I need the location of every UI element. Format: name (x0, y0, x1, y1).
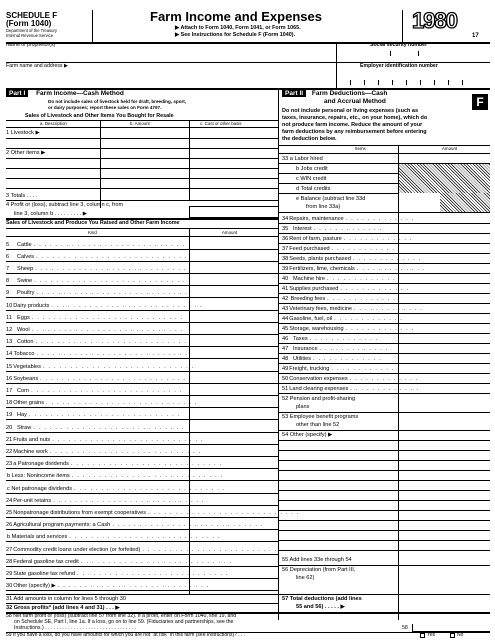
line-number: 18 (6, 400, 13, 407)
line-label: Land clearing expenses (289, 385, 349, 392)
income-line: 10 Dairy products . . . . . . . . . . . . . . . . . . . . . . . . . . . . (6, 302, 203, 309)
line-4-profit: 4 Profit or (loss), subtract line 3, column c, from (6, 202, 124, 208)
attach-note: ▶ Attach to Form 1040, Form 1041, or Form 1065. (175, 25, 301, 31)
deduction-line: 50 Conservation expenses . . . . . . . . . . . . . (282, 375, 419, 382)
schedule-letter: F (472, 94, 488, 110)
deduction-amount-field[interactable] (399, 244, 490, 253)
deduction-amount-field[interactable] (399, 254, 490, 263)
income-line: 15 Vegetables . . . . . . . . . . . . . . . . . . . . . . . . . . . . (6, 363, 195, 370)
line-number: 15 (6, 363, 13, 370)
line-number: 26 (6, 522, 13, 529)
col-amount: b. Amount (130, 121, 150, 126)
resale-subheading: Sales of Livestock and Other Items You Bought for Resale (25, 113, 174, 119)
line-label: Poultry (17, 290, 35, 297)
proprietor-name-label: Name of proprietor(s) (6, 42, 56, 48)
line-label: Wool (17, 326, 30, 333)
income-line: 9 Poultry . . . . . . . . . . . . . . . . . . . . . . . . . . . . (6, 290, 188, 297)
line-number: 23 (6, 461, 13, 468)
income-amount-field[interactable] (190, 348, 278, 358)
deduction-amount-field[interactable] (399, 334, 490, 343)
deduction-line: 47 Insurance . . . . . . . . . . . . . (282, 345, 389, 352)
dept-line-2: Internal Revenue Service (6, 33, 54, 38)
ssn-label: Social security number (370, 42, 428, 48)
part1-header (6, 90, 124, 97)
line-number: 38 (282, 255, 289, 262)
col-description: a. Description (40, 121, 67, 126)
col-amount-3: Amount (442, 146, 458, 151)
line-53: 53 Employee benefit programs (282, 414, 359, 420)
line-33b: b Jobs credit (296, 166, 328, 172)
line-number: 49 (282, 365, 289, 372)
line-number: 34 (282, 215, 289, 222)
income-amount-field[interactable] (190, 519, 278, 529)
ssn-field[interactable] (338, 49, 488, 61)
hatched-area-33 (399, 164, 490, 193)
line-number: 51 (282, 385, 289, 392)
line-label: Tobacco (13, 351, 35, 358)
schedule-label: SCHEDULE F (6, 11, 58, 20)
income-amount-field[interactable] (190, 360, 278, 370)
deduction-amount-field[interactable] (399, 284, 490, 293)
income-line: c Net patronage dividends . . . . . . . . . . . . . . . . . . . . . . . . . . . . (7, 485, 226, 492)
income-amount-field[interactable] (190, 531, 278, 541)
line-number: 40 (282, 275, 289, 282)
income-amount-field[interactable] (190, 299, 278, 309)
line-label: Corn (17, 387, 30, 394)
income-line: b Less: Nonincome items . . . . . . . . . . . . . . . . . . . . . . . . . . . . (7, 473, 224, 480)
line-number: 29 (6, 570, 13, 577)
line-33a: 33 a Labor hired (282, 156, 323, 162)
line-53-cont: other than line 52 (296, 422, 340, 428)
income-line: 24 Per-unit retains . . . . . . . . . . . . . . . . . . . . . . . . . . . . (6, 497, 205, 504)
line-57-cont: 55 and 56) . . . . . ▶ (296, 604, 345, 610)
line-label: Hay (17, 412, 27, 419)
part2-title-2: and Accrual Method (324, 98, 386, 105)
income-amount-field[interactable] (190, 323, 278, 333)
line-56: 56 Depreciation (from Part III, (282, 567, 356, 573)
line-number: 46 (282, 335, 289, 342)
line-label: Vegetables (13, 363, 41, 370)
line-label: Federal gasoline tax credit (13, 558, 79, 565)
line-58-cont: on Schedule SE, Part I, line 1a. If a loss, go on to line 59. (Fiduciaries and partnerships, see the (14, 619, 234, 625)
line-label: Cattle (17, 241, 32, 248)
line-number: 10 (6, 302, 13, 309)
dept-line-1: Department of the Treasury (6, 28, 57, 33)
line-number: 30 (6, 583, 13, 590)
part2-note-3: not produce farm income. Reduce the amount of your (282, 122, 423, 128)
income-line: 28 Federal gasoline tax credit . . . . . . . . . . . . . . . . . . . . . . . . . . . . (6, 558, 233, 565)
yes-label: Yes (427, 632, 436, 638)
part1-note-2: or dairy purposes; report these sales on Form 4797. (48, 105, 162, 110)
line-label: Utilities (293, 355, 312, 362)
income-amount-field[interactable] (190, 421, 278, 431)
line-59: 59 If you have a loss, do you have amounts for which you are not "at risk" in this farm (see Instructions)? . . . (6, 632, 246, 638)
income-line: 30 Other (specify) ▶ . . . . . . . . . . . . . . . . . . . . . . . . . . . . (6, 583, 210, 590)
line-number: 24 (6, 497, 13, 504)
income-line: 13 Cotton . . . . . . . . . . . . . . . . . . . . . . . . . . . . (6, 339, 187, 346)
income-amount-field[interactable] (190, 336, 278, 346)
proprietor-name-field[interactable] (6, 49, 336, 61)
line-label: Rent of farm, pasture (289, 235, 342, 242)
income-amount-field[interactable] (190, 409, 278, 419)
income-line: 7 Sheep . . . . . . . . . . . . . . . . . . . . . . . . . . . . (6, 265, 187, 272)
income-line: 17 Corn . . . . . . . . . . . . . . . . . . . . . . . . . . . . (6, 387, 183, 394)
line-label: Per-unit retains (13, 497, 52, 504)
income-amount-field[interactable] (190, 555, 278, 565)
income-line: 8 Swine . . . . . . . . . . . . . . . . . . . . . . . . . . . . (6, 278, 186, 285)
line-label: Commodity credit loans under election (or forfeited) (13, 546, 141, 553)
deduction-amount-field[interactable] (399, 304, 490, 313)
line-label: Freight, trucking (289, 365, 330, 372)
income-amount-field[interactable] (190, 506, 278, 516)
deduction-amount-field[interactable] (399, 324, 490, 333)
line-label: Nonpatronage distributions from exempt cooperatives (13, 509, 147, 516)
income-amount-field[interactable] (190, 580, 278, 590)
line-52-cont: plans (296, 404, 310, 410)
line-58-cont-2: Instructions.) . . . . . . . . . . . . . . . . . . . . . . . . . . . . . . . . (14, 625, 136, 631)
line-number: 6 (6, 253, 10, 260)
deduction-line: 36 Rent of farm, pasture . . . . . . . . . . . . . (282, 235, 413, 242)
deduction-line: 38 Seeds, plants purchased . . . . . . . . . . . . . (282, 255, 422, 262)
income-amount-field[interactable] (190, 494, 278, 504)
line-number: 35 (282, 225, 289, 232)
deduction-line: 43 Veterinary fees, medicine . . . . . . . . . . . . . (282, 305, 423, 312)
line-33c: c WIN credit (296, 176, 327, 182)
line-label: Fruits and nuts (13, 436, 51, 443)
line-33e-cont: from line 33a) (306, 204, 341, 210)
line-number: 21 (6, 436, 13, 443)
line-number: 19 (6, 412, 13, 419)
income-amount-field[interactable] (190, 250, 278, 260)
line-label: Seeds, plants purchased (289, 255, 351, 262)
line-label: Other (specify) ▶ (13, 583, 56, 590)
income-line: 18 Other grains . . . . . . . . . . . . . . . . . . . . . . . . . . . . (6, 400, 198, 407)
line-label: Repairs, maintenance (289, 215, 344, 222)
line-number: 9 (6, 290, 10, 297)
line-number: 28 (6, 558, 13, 565)
income-line: 27 Commodity credit loans under election (or forfeited) . . . . . . . . . . . . . . . . . . . . . . . . . . . . (6, 546, 294, 553)
line-1-livestock: 1 Livestock ▶ (6, 130, 40, 136)
line-number: 12 (6, 326, 13, 333)
line-label: Veterinary fees, medicine (289, 305, 353, 312)
line-number: 7 (6, 265, 10, 272)
line-label: Eggs (17, 314, 30, 321)
yes-checkbox[interactable] (420, 633, 425, 638)
line-4-profit-cont: line 3, column b . . . . . . . . . ▶ (14, 211, 88, 217)
deduction-amount-field[interactable] (399, 224, 490, 233)
line-label: Feed purchased (289, 245, 330, 252)
line-number: 5 (6, 241, 10, 248)
line-2-other-items: 2 Other items ▶ (6, 150, 46, 156)
income-amount-field[interactable] (190, 543, 278, 553)
line-58-number: 58 (402, 625, 408, 631)
line-label: c Net patronage dividends (7, 485, 72, 492)
col-cost-basis: c. Cost or other basis (200, 121, 242, 126)
raised-subheading: Sales of Livestock and Produce You Raised and Other Farm Income (6, 220, 180, 226)
income-line: 14 Tobacco . . . . . . . . . . . . . . . . . . . . . . . . . . . . (6, 351, 188, 358)
col-items: Items (355, 146, 366, 151)
col-kind: Kind (88, 230, 97, 235)
income-amount-field[interactable] (190, 567, 278, 577)
income-amount-field[interactable] (190, 458, 278, 468)
income-amount-field[interactable] (190, 262, 278, 272)
deduction-line: 46 Taxes . . . . . . . . . . . . . (282, 335, 379, 342)
line-number: 16 (6, 375, 13, 382)
income-line: 12 Wool . . . . . . . . . . . . . . . . . . . . . . . . . . . . (6, 326, 184, 333)
hatched-area-33b (440, 193, 490, 212)
line-number: 14 (6, 351, 13, 358)
income-line: 26 Agricultural program payments: a Cash . . . . . . . . . . . . . . . . . . . . . . . . . . . . (6, 522, 264, 529)
deduction-line: 41 Supplies purchased . . . . . . . . . . . . . (282, 285, 410, 292)
line-number: 17 (6, 387, 13, 394)
form-label: (Form 1040) (6, 19, 52, 28)
deduction-line: 45 Storage, warehousing . . . . . . . . . . . . . (282, 325, 415, 332)
income-line: 22 Machine work . . . . . . . . . . . . . . . . . . . . . . . . . . . . (6, 448, 202, 455)
line-number: 37 (282, 245, 289, 252)
income-amount-field[interactable] (190, 238, 278, 248)
deduction-amount-field[interactable] (399, 354, 490, 363)
line-number: 36 (282, 235, 289, 242)
sequence-number: 17 (472, 33, 479, 39)
deduction-line: 34 Repairs, maintenance . . . . . . . . . . . . . (282, 215, 415, 222)
income-amount-field[interactable] (190, 287, 278, 297)
deduction-amount-field[interactable] (399, 384, 490, 393)
income-amount-field[interactable] (190, 275, 278, 285)
income-amount-field[interactable] (190, 311, 278, 321)
line-label: Gasoline, fuel, oil (289, 315, 333, 322)
part1-note-1: Do not include sales of livestock held for draft, breeding, sport, (48, 99, 187, 104)
deduction-line: 35 Interest . . . . . . . . . . . . . (282, 225, 383, 232)
income-line: 23 a Patronage dividends . . . . . . . . . . . . . . . . . . . . . . . . . . . . (6, 461, 223, 468)
deduction-line: 42 Breeding fees . . . . . . . . . . . . . (282, 295, 396, 302)
line-label: Taxes (293, 335, 308, 342)
line-55: 55 Add lines 33e through 54 (282, 557, 352, 563)
deduction-amount-field[interactable] (399, 234, 490, 243)
line-number: 8 (6, 278, 10, 285)
deduction-amount-field[interactable] (399, 314, 490, 323)
line-label: Cotton (17, 339, 34, 346)
line-33d: d Total credits (296, 186, 331, 192)
col-amount-2: Amount (222, 230, 238, 235)
line-56-cont: line 62) (296, 575, 315, 581)
line-label: Machine work (13, 448, 48, 455)
line-number: 39 (282, 265, 289, 272)
line-58-amount[interactable] (412, 624, 490, 632)
line-number: 48 (282, 355, 289, 362)
part2-tag: Part II (282, 90, 306, 97)
deduction-amount-field[interactable] (399, 364, 490, 373)
deduction-line: 40 Machine hire . . . . . . . . . . . . . (282, 275, 396, 282)
deduction-amount-field[interactable] (399, 274, 490, 283)
deduction-line: 44 Gasoline, fuel, oil . . . . . . . . . . . . . (282, 315, 404, 322)
line-32: 32 Gross profits* (add lines 4 and 31) . . . ▶ (6, 605, 120, 611)
line-number: 43 (282, 305, 289, 312)
line-label: Interest (293, 225, 312, 232)
part2-note-4: farm deductions by any reimbursement before entering (282, 129, 427, 135)
line-label: Insurance (293, 345, 318, 352)
line-label: Supplies purchased (289, 285, 339, 292)
no-label: No (457, 632, 464, 638)
income-line: 25 Nonpatronage distributions from exempt cooperatives . . . . . . . . . . . . . . . . . . . . . . . . . . . . (6, 509, 300, 516)
line-57: 57 Total deductions (add lines (282, 596, 362, 602)
line-number: 25 (6, 509, 13, 516)
part2-header (282, 90, 387, 97)
line-label: Swine (17, 278, 33, 285)
line-number: 47 (282, 345, 289, 352)
deduction-amount-field[interactable] (399, 374, 490, 383)
part2-title-1: Farm Deductions—Cash (311, 90, 388, 97)
line-label: Fertilizers, lime, chemicals (289, 265, 355, 272)
line-number: 41 (282, 285, 289, 292)
line-label: a Patronage dividends (13, 461, 69, 468)
deduction-amount-field[interactable] (399, 294, 490, 303)
income-amount-field[interactable] (190, 384, 278, 394)
line-number: 22 (6, 448, 13, 455)
deduction-line: 51 Land clearing expenses . . . . . . . . . . . . . (282, 385, 420, 392)
income-amount-field[interactable] (190, 397, 278, 407)
income-line: 11 Eggs . . . . . . . . . . . . . . . . . . . . . . . . . . . . (6, 314, 184, 321)
no-checkbox[interactable] (450, 633, 455, 638)
line-number: 27 (6, 546, 13, 553)
line-number: 13 (6, 339, 13, 346)
tax-year: 1980 (412, 8, 457, 33)
line-label: Straw (17, 424, 32, 431)
line-label: Other grains (13, 400, 45, 407)
deduction-line: 48 Utilities . . . . . . . . . . . . . (282, 355, 382, 362)
line-label: Storage, warehousing (289, 325, 344, 332)
line-58: 58 Net farm profit or (loss) (subtract line 57 from line 32). If a profit, enter on Form 1040, line 19, and (6, 613, 237, 619)
ein-field[interactable] (338, 70, 488, 86)
line-number: 45 (282, 325, 289, 332)
income-line: 19 Hay . . . . . . . . . . . . . . . . . . . . . . . . . . . . (6, 412, 181, 419)
line-label: Machine hire (293, 275, 326, 282)
page-title: Farm Income and Expenses (150, 9, 322, 24)
line-label: Dairy products (13, 302, 50, 309)
deduction-line: 49 Freight, trucking . . . . . . . . . . . . . (282, 365, 401, 372)
line-label: Breeding fees (290, 295, 326, 302)
income-amount-field[interactable] (190, 445, 278, 455)
income-line: 6 Calves . . . . . . . . . . . . . . . . . . . . . . . . . . . . (6, 253, 188, 260)
line-label: Calves (17, 253, 35, 260)
income-line: 5 Cattle . . . . . . . . . . . . . . . . . . . . . . . . . . . . (6, 241, 186, 248)
deduction-amount-field[interactable] (399, 264, 490, 273)
income-amount-field[interactable] (190, 372, 278, 382)
line-33e: e Balance (subtract line 33d (296, 196, 366, 202)
line-label: Soybeans (13, 375, 39, 382)
part2-note-2: taxes, insurance, repairs, etc., on your home), which do (282, 115, 428, 121)
deduction-amount-field[interactable] (399, 344, 490, 353)
line-label: State gasoline tax refund (13, 570, 76, 577)
farm-address-field[interactable] (100, 63, 335, 87)
line-31: 31 Add amounts in column for lines 5 through 30 (6, 596, 127, 602)
line-4-amount[interactable] (189, 206, 278, 218)
line-54: 54 Other (specify) ▶ (282, 432, 333, 438)
line-52: 52 Pension and profit-sharing (282, 396, 356, 402)
farm-address-label: Farm name and address ▶ (6, 63, 68, 69)
income-amount-field[interactable] (190, 470, 278, 480)
income-amount-field[interactable] (190, 482, 278, 492)
part1-tag: Part I (6, 90, 28, 97)
line-label: Sheep (17, 265, 34, 272)
line-number: 50 (282, 375, 289, 382)
part1-title: Farm Income—Cash Method (36, 90, 124, 97)
income-line: 20 Straw . . . . . . . . . . . . . . . . . . . . . . . . . . . . (6, 424, 185, 431)
income-line: 16 Soybeans . . . . . . . . . . . . . . . . . . . . . . . . . . . . (6, 375, 192, 382)
income-line: b Materials and services . . . . . . . . . . . . . . . . . . . . . . . . . . . . (7, 534, 221, 541)
line-number: 44 (282, 315, 289, 322)
deduction-line: 39 Fertilizers, lime, chemicals . . . . . . . . . . . . . (282, 265, 426, 272)
part2-note-5: the deduction below. (282, 136, 337, 142)
income-amount-field[interactable] (190, 433, 278, 443)
line-label: Agricultural program payments: a Cash (13, 522, 111, 529)
deduction-amount-field[interactable] (399, 214, 490, 223)
part2-note-1: Do not include personal or living expenses (such as (282, 108, 419, 114)
line-label: Conservation expenses (289, 375, 348, 382)
line-number: 20 (6, 424, 13, 431)
income-line: 21 Fruits and nuts . . . . . . . . . . . . . . . . . . . . . . . . . . . . (6, 436, 204, 443)
line-label: b Less: Nonincome items (7, 473, 70, 480)
deduction-line: 37 Feed purchased . . . . . . . . . . . . . (282, 245, 401, 252)
income-line: 29 State gasoline tax refund . . . . . . . . . . . . . . . . . . . . . . . . . . . . (6, 570, 229, 577)
ein-label: Employer identification number (360, 63, 438, 69)
line-label: b Materials and services (7, 534, 68, 541)
line-number: 42 (282, 295, 289, 302)
line-3-totals: 3 Totals . . . . (6, 193, 38, 199)
line-number: 11 (6, 314, 12, 321)
instructions-note: ▶ See Instructions for Schedule F (Form 1040). (175, 32, 296, 38)
